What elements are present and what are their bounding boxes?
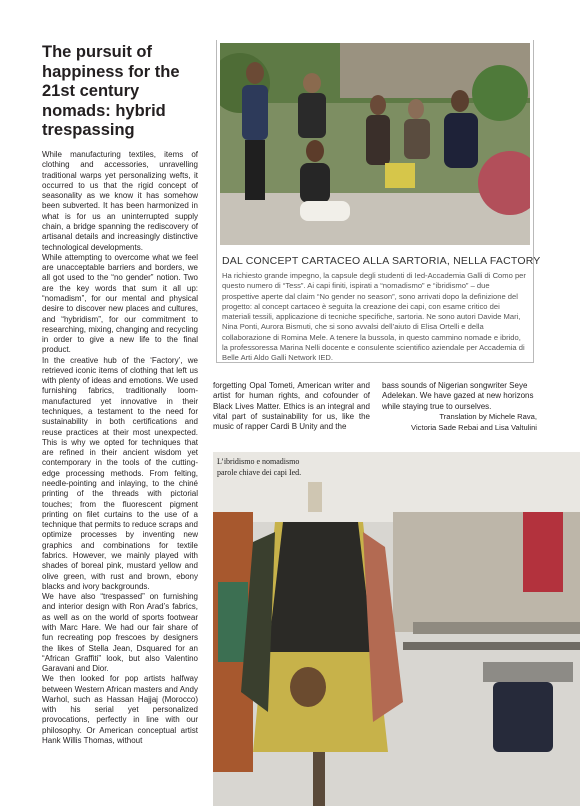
sidebar-box-border-right [533,40,534,363]
photo-caption: L’ibridismo e nomadismo parole chiave dei capi Ied. [217,457,302,477]
article-title: The pursuit of happiness for the 21st century nomads: hybrid trespassing [42,43,180,139]
article-body-middle-column: forgetting Opal Tometi, American writer and artist for human rights, and cofounder of Black Lives Matter. Ethics is an integral and vital part of sustainability for us, like the music of rapper Cardi B Unity and the [213,381,370,432]
group-photo-illustration [220,43,530,245]
garment-photo-illustration [213,452,580,806]
garment-photo [213,452,580,806]
article-body-right-column: bass sounds of Nigerian songwriter Seye Adelekan. We have gazed at new horizons while staying true to ourselves. [382,381,534,411]
credit-line: Translation by Michele Rava, [439,412,537,421]
body-paragraph: While attempting to overcome what we feel are unacceptable barriers and borders, we all got used to the “no gender” notion. Two are the key words that sum it all up: “nomadism”, for our mental and physical desire to discover new places and cultures, and “hybridism”, for our commitment to researching, mixing, changing and recycling in order to give a new life to the final product. [42,252,198,355]
body-paragraph: In the creative hub of the ‘Factory’, we retrieved iconic items of clothing that left us with plenty of ideas and emotions. We used furnishing fabrics, traditionally loom-manufactured yet innovative in their techniques, a testament to the need for sustainability in both certifications and reuse practices at their most unexpected. This is why we opted for techniques that are refined in their ancient wisdom yet contemporary in the tools of the cutting-edge processing methods. From felting, needle-pointing and inlaying, to the chiné printing of the threads with pictorial touches; from the fluorescent pigment printing on filet curtains to the use of a technique that permits to reduce scraps and optimize processes by inventing new graphics and combinations for textile fabrics. However, we mainly played with shades of boreal pink, mustard yellow and olive green, with rust and brown, ebony blacks and ivory backgrounds. [42,355,198,591]
article-body-left-column [42,150,198,746]
credit-line: Victoria Sade Rebai and Lisa Valtulini [411,423,537,432]
sidebar-heading: DAL CONCEPT CARTACEO ALLA SARTORIA, NELLA FACTORY [222,255,541,267]
sidebar-body: Ha richiesto grande impegno, la capsule degli studenti di Ied-Accademia Galli di Como per questo numero di “Tess”. Ai capi finiti, ispirati a “nomadismo” e “ibridismo” – due prospettive aperte dal claim “No gender no season”, sono arrivati dopo la definizione del progetto: al concept cartaceo è seguita la creazione dei capi, con esame critico dei materiali tessili, applicazione di tecniche specifiche, sartoria. Ne sono autori Davide Mari, Nina Ponti, Aurora Bismuti, che si sono avvalsi dell’aiuto di Elisa Ortelli e della collaborazione di Romina Mele. A tenere la bussola, in questo cammino nomade e ibrido, la professoressa Marina Nelli docente e consulente scientifico aziendale per Accademia di Belle Arti Aldo Galli Network IED. [222,271,526,363]
group-photo-students [220,43,530,245]
sidebar-box-border-left [216,40,217,363]
translation-credit [382,411,537,433]
body-paragraph: While manufacturing textiles, items of clothing and accessories, unravelling traditional warps yet personalizing wefts, it occurred to us that the rigid concept of seasonality as we know it has somehow been subverted. It has been harmonized in what is for us an uninterrupted supply chain, a bridge spanning the rediscovery of artisanal details and increasingly distinctive technological developments. [42,150,198,252]
body-paragraph: We then looked for pop artists halfway between Western African masters and Andy Warhol, such as Hassan Hajjaj (Morocco) with his serial yet personalized provocations, perfectly in line with our philosophy. Or American conceptual artist Hank Willis Thomas, without [42,674,198,746]
body-paragraph: We have also “trespassed” on furnishing and interior design with Ron Arad’s fabrics, as well as on the world of sports footwear with Marc Hare. We had our fair share of fun recreating pop frescoes by designers the likes of Stella Jean, Dsquared for an “African Graffiti” look, but also Valentino Garavani and Dior. [42,592,198,674]
